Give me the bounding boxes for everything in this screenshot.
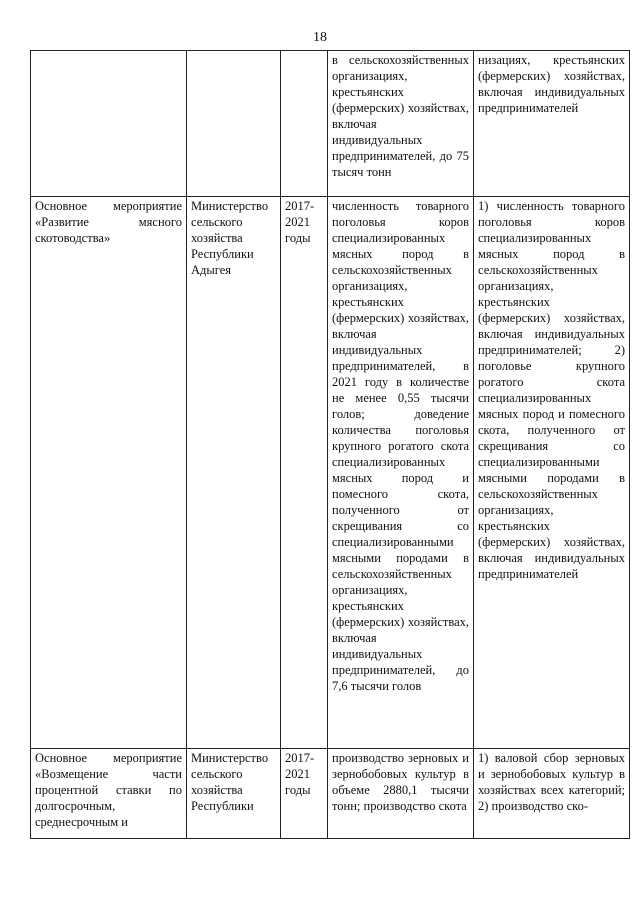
event-cell (31, 51, 187, 197)
indicator-cell: в сельскохозяйственных организациях, крестьянских (фермерских) хозяйствах, включая индивидуальных предпринимателей, до 75 тысяч тонн (328, 51, 474, 197)
executor-cell: Министерство сельского хозяйства Республики Адыгея (187, 197, 281, 749)
period-cell: 2017-2021 годы (281, 197, 328, 749)
period-cell (281, 51, 328, 197)
table-row (31, 749, 630, 839)
table-row (31, 51, 630, 197)
result-cell: низациях, крестьянских (фермерских) хозяйствах, включая индивидуальных предпринимателей (474, 51, 630, 197)
event-cell: Основное мероприятие «Развитие мясного скотоводства» (31, 197, 187, 749)
program-events-table (30, 50, 630, 839)
result-cell: 1) численность товарного поголовья коров специализированных мясных пород в сельскохозяйственных организациях, крестьянских (фермерских) хозяйствах, включая индивидуальных предпринимателей; 2) поголовье крупного рогатого скота специализированных мясных пород и помесного скота, полученного от скрещивания со специализированными мясными породами в сельскохозяйственных организациях, крестьянских (фермерских) хозяйствах, включая индивидуальных предпринимателей (474, 197, 630, 749)
table-row (31, 197, 630, 749)
period-cell: 2017-2021 годы (281, 749, 328, 839)
indicator-cell: численность товарного поголовья коров специализированных мясных пород в сельскохозяйственных организациях, крестьянских (фермерских) хозяйствах, включая индивидуальных предпринимателей, в 2021 году в количестве не менее 0,55 тысячи голов; доведение количества поголовья крупного рогатого скота специализированных мясных пород и помесного скота, полученного от скрещивания со специализированными мясными породами в сельскохозяйственных организациях, крестьянских (фермерских) хозяйствах, включая индивидуальных предпринимателей, до 7,6 тысячи голов (328, 197, 474, 749)
executor-cell: Министерство сельского хозяйства Республики (187, 749, 281, 839)
result-cell: 1) валовой сбор зерновых и зернобобовых культур в хозяйствах всех категорий; 2) производство ско- (474, 749, 630, 839)
indicator-cell: производство зерновых и зернобобовых культур в объеме 2880,1 тысячи тонн; производство скота (328, 749, 474, 839)
page-number: 18 (313, 30, 327, 45)
event-cell: Основное мероприятие «Возмещение части процентной ставки по долгосрочным, среднесрочным и (31, 749, 187, 839)
executor-cell (187, 51, 281, 197)
